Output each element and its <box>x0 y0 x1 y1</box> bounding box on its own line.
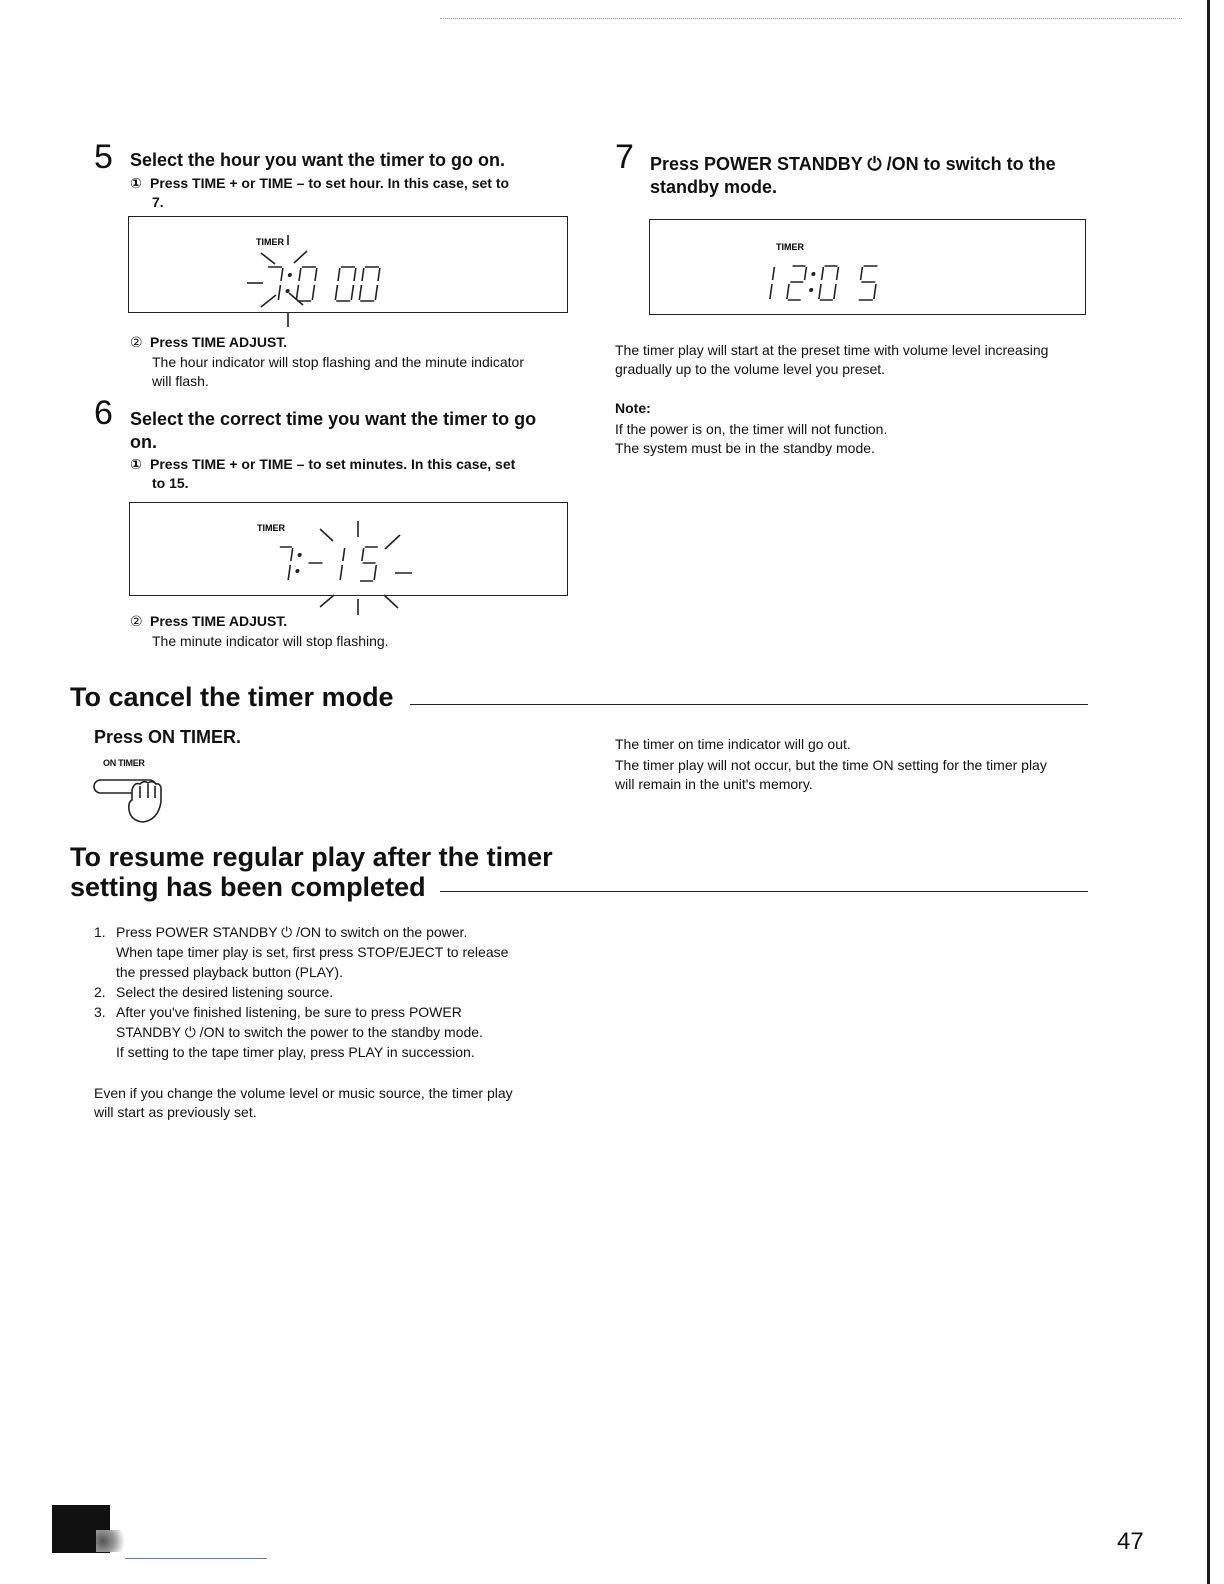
page-number: 47 <box>1117 1528 1144 1555</box>
step-7-para-line1: The timer play will start at the preset time with volume level increasing <box>615 342 1049 358</box>
step-5-number: 5 <box>94 138 113 176</box>
corner-scan-smudge <box>96 1530 130 1552</box>
step-6-display-panel <box>129 502 568 596</box>
step-6-heading-line1: Select the correct time you want the timer to go <box>130 409 537 429</box>
step-6-sub1-line1 <box>130 455 570 474</box>
resume-step-number: 3. <box>94 1004 106 1020</box>
resume-section-title-line1: To resume regular play after the timer <box>70 842 553 872</box>
step-6-flash-rays <box>320 521 412 615</box>
step-7-display-panel <box>649 219 1086 315</box>
cancel-instruction: Press ON TIMER. <box>94 727 242 747</box>
step-5-sub2-line1: The hour indicator will stop flashing and the minute indicator <box>152 354 524 370</box>
step-5-lcd-label: TIMER <box>256 237 284 247</box>
note-label: Note: <box>615 400 651 416</box>
resume-step-number: 1. <box>94 924 106 940</box>
resume-step-text: STANDBY ⏻ /ON to switch the power to the standby mode. <box>116 1024 483 1040</box>
step-6-display-graphic <box>130 503 567 615</box>
cancel-section-title: To cancel the timer mode <box>70 682 394 712</box>
resume-step-text: When tape timer play is set, first press STOP/EJECT to release <box>116 944 509 960</box>
step-5-sub1-marker: ① <box>130 175 142 191</box>
cancel-result-line3: will remain in the unit's memory. <box>615 776 813 792</box>
page-edge-bar <box>1207 0 1210 1584</box>
step-5-sub2-title: Press TIME ADJUST. <box>150 334 288 350</box>
step-5-display-graphic <box>129 217 567 327</box>
cancel-result-line1: The timer on time indicator will go out. <box>615 736 851 752</box>
step-6-segment-digits <box>275 547 379 581</box>
step-6-heading-line2: on. <box>130 432 157 452</box>
step-5-sub2-title-row <box>130 333 570 352</box>
top-scan-rule <box>440 18 1182 19</box>
step-7-heading-line2: standby mode. <box>650 177 778 197</box>
step-6-sub2-title-row <box>130 612 570 631</box>
step-6-sub2-title: Press TIME ADJUST. <box>150 613 288 629</box>
step-6-lcd-label: TIMER <box>257 523 285 533</box>
resume-step-number: 2. <box>94 984 106 1000</box>
step-5-sub2-marker: ② <box>130 334 143 350</box>
note-line1: If the power is on, the timer will not function. <box>615 421 888 437</box>
pressing-hand-icon <box>129 782 161 822</box>
step-6-sub1-text: Press TIME + or TIME – to set minutes. In this case, set <box>150 456 516 472</box>
on-timer-button-label: ON TIMER <box>103 758 145 768</box>
step-7-segment-digits <box>770 266 879 300</box>
footer-link-rule <box>125 1558 267 1559</box>
resume-steps-list <box>94 922 574 1067</box>
resume-footer-line2: will start as previously set. <box>94 1104 257 1120</box>
on-timer-button[interactable] <box>92 770 176 828</box>
cancel-section-rule <box>410 704 1088 705</box>
step-6-sub1-marker: ① <box>130 456 142 472</box>
step-7-para-line2: gradually up to the volume level you preset. <box>615 361 886 377</box>
resume-footer-line1: Even if you change the volume level or music source, the timer play <box>94 1085 513 1101</box>
step-5-sub2-line2: will flash. <box>152 373 209 389</box>
resume-step-text: After you've finished listening, be sure to press POWER <box>116 1004 462 1020</box>
step-6-number: 6 <box>94 394 113 432</box>
cancel-result-line2: The timer play will not occur, but the time ON setting for the timer play <box>615 757 1047 773</box>
resume-section-rule <box>440 891 1088 892</box>
resume-step-text: the pressed playback button (PLAY). <box>116 964 343 980</box>
step-5-sub1-text: Press TIME + or TIME – to set hour. In this case, set to <box>150 175 510 191</box>
step-6-sub2-line1: The minute indicator will stop flashing. <box>152 633 389 649</box>
step-7-number: 7 <box>615 138 634 176</box>
step-5-sub1-line1 <box>130 174 570 193</box>
step-5-heading: Select the hour you want the timer to go on. <box>130 150 506 170</box>
step-5-segment-digits <box>263 267 380 301</box>
resume-step-text: Select the desired listening source. <box>116 984 334 1000</box>
resume-step-text: Press POWER STANDBY ⏻ /ON to switch on the power. <box>116 924 468 940</box>
note-line2: The system must be in the standby mode. <box>615 440 875 456</box>
step-7-lcd-label: TIMER <box>776 242 804 252</box>
resume-step-item <box>94 982 574 1002</box>
resume-step-item <box>94 1002 574 1062</box>
step-7-display-graphic <box>650 220 1085 314</box>
step-7-heading-line1: Press POWER STANDBY ⏻ /ON to switch to the <box>650 154 1056 174</box>
step-6-sub2-marker: ② <box>130 613 143 629</box>
resume-step-item <box>94 922 574 982</box>
step-5-display-panel <box>128 216 568 313</box>
resume-step-text: If setting to the tape timer play, press PLAY in succession. <box>116 1044 475 1060</box>
step-5-sub1-line2: 7. <box>152 194 164 210</box>
step-6-sub1-line2: to 15. <box>152 475 189 491</box>
step-5-flash-rays <box>247 235 307 327</box>
resume-section-title-line2: setting has been completed <box>70 872 426 902</box>
